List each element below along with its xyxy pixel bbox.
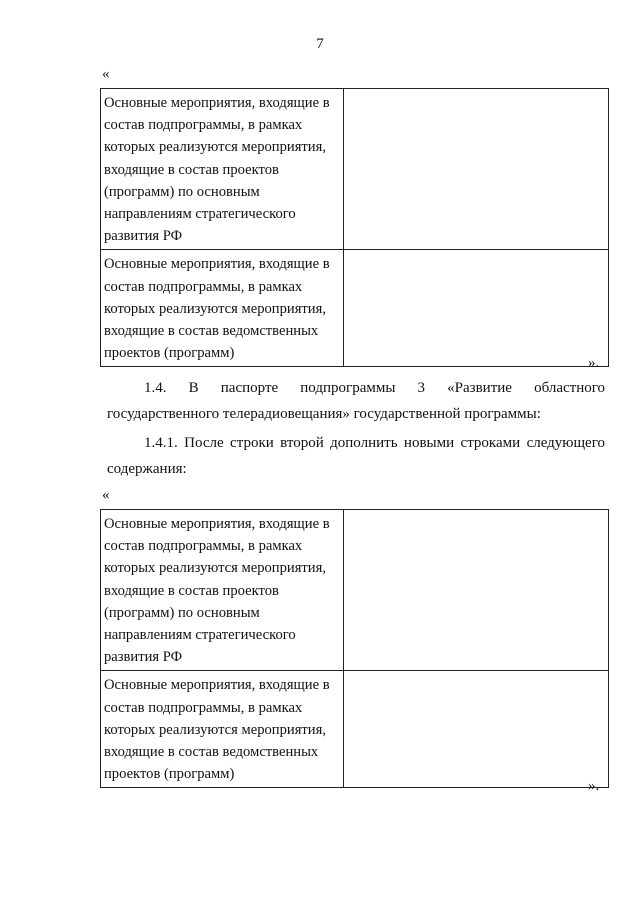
word: В <box>188 380 199 396</box>
page-number: 7 <box>316 36 324 52</box>
table-cell-label: Основные мероприятия, входящие в состав подпрограммы, в рамках которых реализуются мероприятия, входящие в состав проектов (программ) по основным направлениям стратегического развития РФ <box>101 89 344 250</box>
table-row <box>101 510 609 671</box>
word: 3 <box>417 380 426 396</box>
word: «Развитие <box>447 380 512 396</box>
table-1 <box>100 88 609 367</box>
table-cell-value <box>344 510 609 671</box>
table-row <box>101 89 609 250</box>
table-cell-value <box>344 89 609 250</box>
section-1-4-line1 <box>107 375 605 401</box>
table-2 <box>100 509 609 788</box>
table-row <box>101 671 609 788</box>
table-cell-value <box>344 671 609 788</box>
table-cell-label: Основные мероприятия, входящие в состав подпрограммы, в рамках которых реализуются мероприятия, входящие в состав ведомственных проектов (программ) <box>101 671 344 788</box>
opening-quote-2: « <box>102 487 110 503</box>
section-1-4-1-line2: содержания: <box>107 461 187 477</box>
table-row <box>101 250 609 367</box>
word: подпрограммы <box>300 380 396 396</box>
closing-quote-1: ». <box>588 355 600 371</box>
closing-quote-2: ». <box>588 778 600 794</box>
table-cell-label: Основные мероприятия, входящие в состав подпрограммы, в рамках которых реализуются мероприятия, входящие в состав проектов (программ) по основным направлениям стратегического развития РФ <box>101 510 344 671</box>
opening-quote-1: « <box>102 66 110 82</box>
word: областного <box>534 380 605 396</box>
word: 1.4. <box>144 380 167 396</box>
section-1-4-line2: государственного телерадиовещания» государственной программы: <box>107 406 541 422</box>
section-1-4-1-line1: 1.4.1. После строки второй дополнить новыми строками следующего <box>144 435 605 451</box>
table-cell-value <box>344 250 609 367</box>
word: паспорте <box>220 380 279 396</box>
table-cell-label: Основные мероприятия, входящие в состав подпрограммы, в рамках которых реализуются мероприятия, входящие в состав ведомственных проектов (программ) <box>101 250 344 367</box>
